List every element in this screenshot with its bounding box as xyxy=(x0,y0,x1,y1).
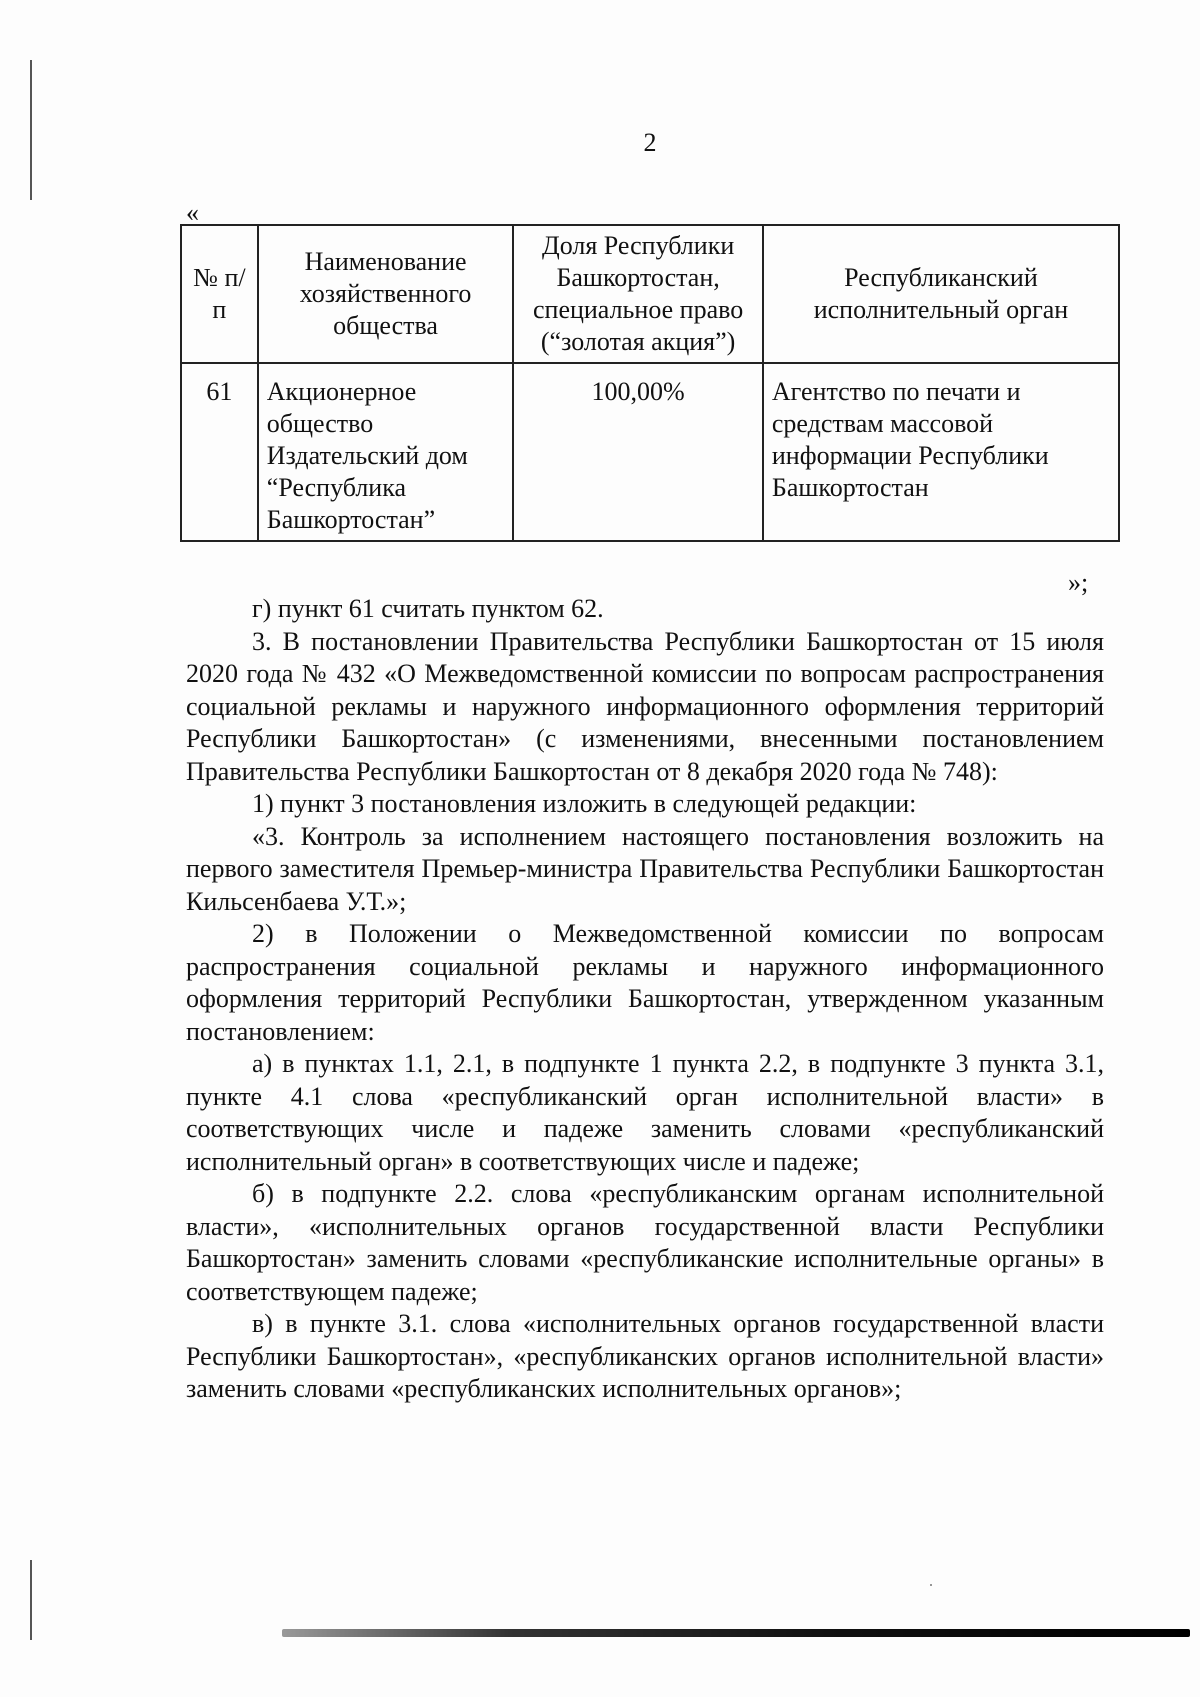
paragraph: в) в пункте 3.1. слова «исполнительных органов государственной власти Республики Башкортостан», «республиканских органов исполнительной власти» заменить словами «республиканских исполнительных органов»; xyxy=(186,1309,1104,1403)
paragraph: 1) пункт 3 постановления изложить в следующей редакции: xyxy=(252,789,917,818)
scan-artifact-dot xyxy=(930,1584,932,1586)
paragraph: а) в пунктах 1.1, 2.1, в подпункте 1 пункта 2.2, в подпункте 3 пункта 3.1, пункте 4.1 слова «республиканский орган исполнительной власти» в соответствующих числе и падеже заменить словами «республиканский исполнительный орган» в соответствующих числе и падеже; xyxy=(186,1049,1104,1176)
companies-table xyxy=(180,224,1120,542)
cell-company-name: Акционерное общество Издательский дом “Республика Башкортостан” xyxy=(258,363,514,541)
paragraph: 3. В постановлении Правительства Республики Башкортостан от 15 июля 2020 года № 432 «О Межведомственной комиссии по вопросам распространения социальной рекламы и наружного информационного оформления территорий Республики Башкортостан» (с изменениями, внесенными постановлением Правительства Республики Башкортостан от 8 декабря 2020 года № 748): xyxy=(186,626,1104,786)
header-executive-body: Республиканский исполнительный орган xyxy=(763,225,1119,363)
cell-number: 61 xyxy=(181,363,258,541)
scan-artifact-line xyxy=(30,1560,32,1640)
paragraph: г) пункт 61 считать пунктом 62. xyxy=(252,594,604,623)
page-number: 2 xyxy=(643,128,657,157)
table-open-quote: « xyxy=(186,198,199,227)
cell-executive-body: Агентство по печати и средствам массовой информации Республики Башкортостан xyxy=(763,363,1119,541)
paragraph: б) в подпункте 2.2. слова «республиканским органам исполнительной власти», «исполнительных органов государственной власти Республики Башкортостан» заменить словами «республиканские исполнительные органы» в соответствующем падеже; xyxy=(186,1179,1104,1306)
scan-artifact-bar xyxy=(282,1629,1190,1637)
paragraph: 2) в Положении о Межведомственной комиссии по вопросам распространения социальной рекламы и наружного информационного оформления территорий Республики Башкортостан, утвержденном указанным постановлением: xyxy=(186,919,1104,1046)
document-body xyxy=(186,593,1104,1406)
table-close-quote: »; xyxy=(1068,568,1089,597)
cell-share: 100,00% xyxy=(513,363,763,541)
table-header-row xyxy=(181,225,1119,363)
header-company-name: Наименование хозяйственного общества xyxy=(258,225,514,363)
header-share: Доля Республики Башкортостан, специальное право (“золотая акция”) xyxy=(513,225,763,363)
paragraph: «3. Контроль за исполнением настоящего постановления возложить на первого заместителя Премьер-министра Правительства Республики Башкортостан Кильсенбаева У.Т.»; xyxy=(186,821,1104,916)
table-row xyxy=(181,363,1119,541)
header-number: № п/п xyxy=(181,225,258,363)
